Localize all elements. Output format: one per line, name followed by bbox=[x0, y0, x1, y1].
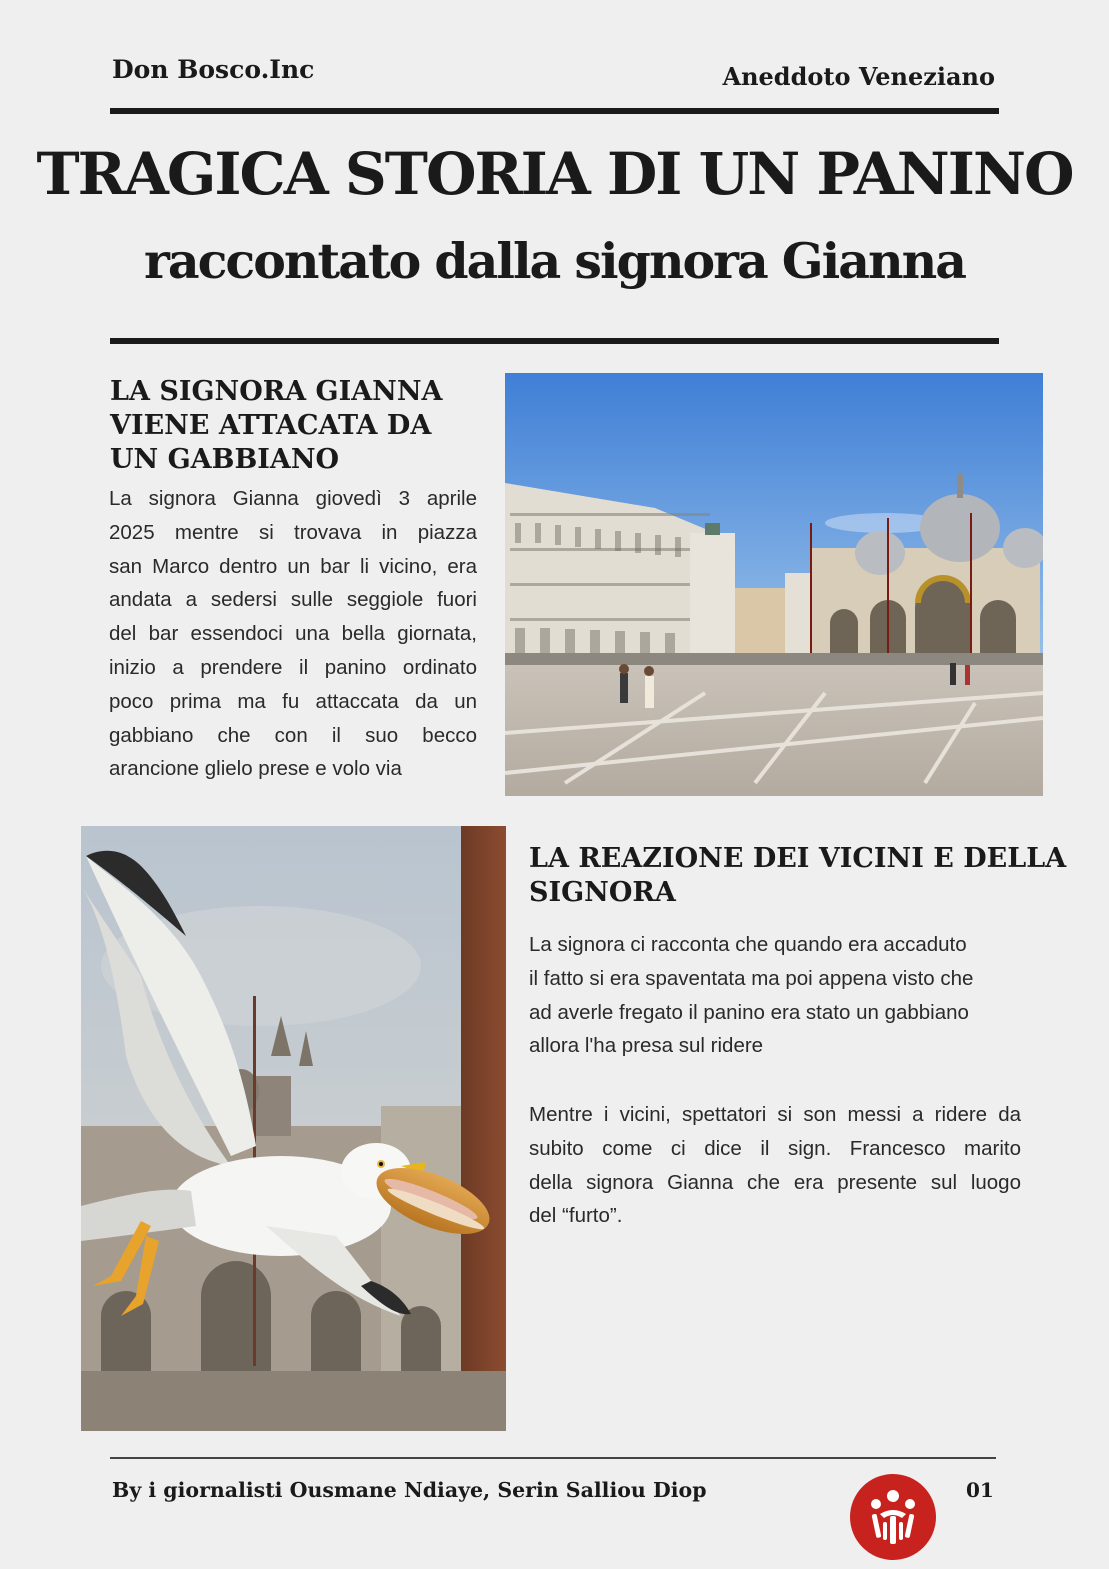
body-line: La signora ci racconta che quando era accaduto bbox=[529, 933, 967, 956]
article2-heading bbox=[529, 842, 1069, 910]
body-line: il fatto si era spaventata ma poi appena visto che bbox=[529, 966, 974, 990]
article1-heading-line: LA SIGNORA GIANNA bbox=[110, 376, 443, 407]
article1-heading-line: UN GABBIANO bbox=[110, 444, 340, 475]
body-line: 2025 mentre si trovava in piazza bbox=[109, 520, 477, 544]
body-line: La signora Gianna giovedì 3 aprile bbox=[109, 487, 477, 510]
page-subtitle: raccontato dalla signora Gianna bbox=[144, 232, 965, 290]
title-rule bbox=[110, 338, 999, 344]
piazza-san-marco-photo bbox=[505, 373, 1043, 796]
article1-body bbox=[109, 482, 477, 786]
byline: By i giornalisti Ousmane Ndiaye, Serin Salliou Diop bbox=[112, 1478, 707, 1502]
page-number: 01 bbox=[966, 1478, 994, 1502]
body-line: allora l'ha presa sul ridere bbox=[529, 1034, 764, 1058]
body-line: inizio a prendere il panino ordinato bbox=[109, 655, 477, 679]
body-line: san Marco dentro un bar li vicino, era bbox=[109, 554, 477, 578]
section-tag: Aneddoto Veneziano bbox=[722, 62, 995, 91]
body-line: ad averle fregato il panino era stato un gabbiano bbox=[529, 1000, 969, 1024]
article2-para2 bbox=[529, 1098, 1021, 1233]
article2-heading-line: SIGNORA bbox=[529, 877, 676, 908]
article2-heading-line: LA REAZIONE DEI VICINI E DELLA bbox=[529, 843, 1067, 874]
don-bosco-logo-icon bbox=[850, 1474, 936, 1560]
body-line: del bar essendoci una bella giornata, bbox=[109, 622, 477, 646]
body-line: della signora Gianna che era presente sul luogo bbox=[529, 1170, 1021, 1194]
article2-para1 bbox=[529, 928, 1029, 1063]
top-rule bbox=[110, 108, 999, 114]
body-line: andata a sedersi sulle seggiole fuori bbox=[109, 588, 477, 612]
page-title: TRAGICA STORIA DI UN PANINO bbox=[36, 140, 1073, 208]
article1-heading-line: VIENE ATTACATA DA bbox=[110, 410, 432, 441]
brand-name: Don Bosco.Inc bbox=[112, 55, 315, 84]
footer-rule bbox=[110, 1457, 996, 1459]
body-line: del “furto”. bbox=[529, 1204, 623, 1228]
body-line: arancione glielo prese e volo via bbox=[109, 757, 402, 781]
article1-heading bbox=[110, 375, 490, 477]
seagull-with-sandwich-photo bbox=[81, 826, 506, 1431]
body-line: poco prima ma fu attaccata da un bbox=[109, 689, 477, 713]
body-line: gabbiano che con il suo becco bbox=[109, 723, 477, 747]
body-line: subito come ci dice il sign. Francesco marito bbox=[529, 1136, 1021, 1160]
body-line: Mentre i vicini, spettatori si son messi a ridere da bbox=[529, 1103, 1021, 1126]
